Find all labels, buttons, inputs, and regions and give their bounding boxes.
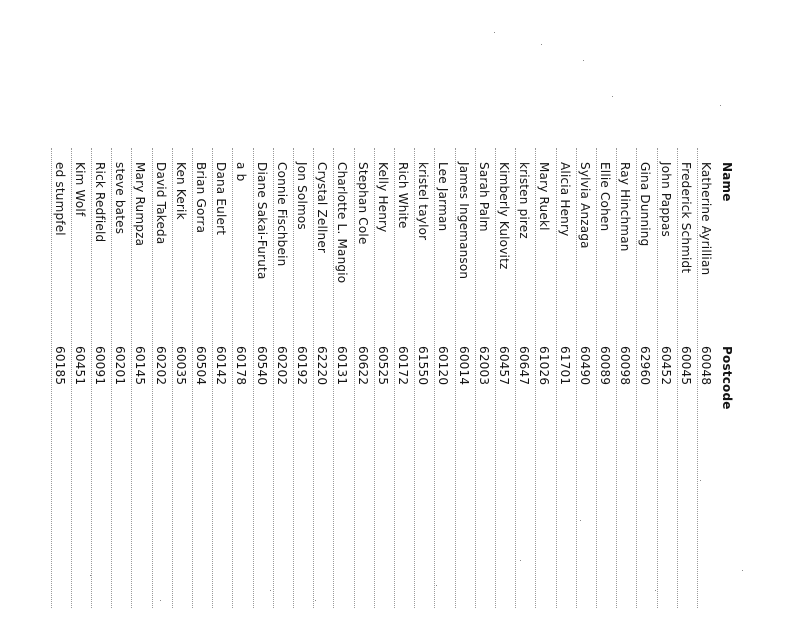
postcode-cell: 60525 xyxy=(375,346,390,386)
dotted-row-rule xyxy=(273,148,274,608)
postcode-cell: 60035 xyxy=(173,346,188,386)
postcode-column-header: Postcode xyxy=(720,346,734,410)
name-cell: Sarah Palm xyxy=(476,162,491,232)
postcode-cell: 60120 xyxy=(436,346,451,386)
table-row xyxy=(70,0,90,618)
name-cell: steve bates xyxy=(113,162,128,235)
postcode-cell: 60091 xyxy=(93,346,107,386)
name-cell: Mary Ruekl xyxy=(537,162,552,231)
scan-speck xyxy=(160,600,161,601)
table-row xyxy=(413,0,433,618)
table-header-row xyxy=(717,0,737,618)
table-row xyxy=(332,0,352,618)
name-cell: David Takeda xyxy=(153,162,168,245)
name-cell: Kim Wolf xyxy=(72,162,87,217)
dotted-row-rule xyxy=(657,148,658,608)
name-cell: John Pappas xyxy=(658,162,673,237)
name-cell: Frederick Schmidt xyxy=(678,162,693,274)
table-row xyxy=(393,0,413,618)
dotted-row-rule xyxy=(677,148,678,608)
dotted-row-rule xyxy=(556,148,557,608)
table-row xyxy=(151,0,171,618)
name-cell: Kelly Henry xyxy=(375,162,390,233)
scan-speck xyxy=(700,480,701,481)
table-row xyxy=(615,0,635,618)
table-row xyxy=(494,0,514,618)
name-cell: Rich White xyxy=(396,162,410,229)
table-row xyxy=(474,0,494,618)
postcode-cell: 60048 xyxy=(699,346,713,386)
postcode-cell: 60490 xyxy=(577,346,592,386)
name-cell: ed stumpfel xyxy=(52,162,67,236)
dotted-row-rule xyxy=(455,148,456,608)
name-cell: Brian Gorra xyxy=(194,162,208,234)
table-row xyxy=(231,0,251,618)
name-cell: Stephan Cole xyxy=(355,162,370,245)
name-cell: Rick Redfield xyxy=(93,162,107,243)
name-cell: Jon Solmos xyxy=(295,162,309,230)
table-row xyxy=(656,0,676,618)
postcode-cell: 60504 xyxy=(194,346,208,386)
name-cell: Diane Sakai-Furuta xyxy=(254,162,269,280)
postcode-cell: 61550 xyxy=(416,346,431,386)
scan-speck xyxy=(90,575,91,576)
scan-speck xyxy=(270,590,271,591)
scan-speck xyxy=(520,560,521,561)
postcode-cell: 61701 xyxy=(557,346,572,386)
dotted-row-rule xyxy=(192,148,193,608)
postcode-cell: 60647 xyxy=(517,346,532,386)
dotted-row-rule xyxy=(152,148,153,608)
name-cell: Kimberly Kulovitz xyxy=(497,162,511,270)
name-cell: Charlotte L. Mangio xyxy=(335,162,350,284)
name-cell: kristen pirez xyxy=(517,162,532,239)
table-row xyxy=(676,0,696,618)
dotted-row-rule xyxy=(394,148,395,608)
scan-speck xyxy=(720,105,721,106)
name-cell: Gina Dunning xyxy=(638,162,653,247)
dotted-row-rule xyxy=(596,148,597,608)
name-cell: Mary Rumpza xyxy=(133,162,148,247)
scan-speck xyxy=(541,44,542,45)
dotted-row-rule xyxy=(253,148,254,608)
dotted-row-rule xyxy=(293,148,294,608)
postcode-cell: 60452 xyxy=(658,346,673,386)
name-cell: Sylvia Anzaga xyxy=(577,162,592,249)
name-cell: Crystal Zellner xyxy=(315,162,330,254)
name-cell: James Ingemanson xyxy=(456,162,471,280)
scan-speck xyxy=(580,520,581,521)
name-cell: Katherine Ayrillian xyxy=(699,162,713,276)
postcode-cell: 62003 xyxy=(476,346,491,386)
postcode-cell: 60045 xyxy=(678,346,693,386)
scan-speck xyxy=(612,96,613,97)
table-row xyxy=(454,0,474,618)
postcode-cell: 60178 xyxy=(234,346,249,386)
table-row xyxy=(191,0,211,618)
dotted-row-rule xyxy=(91,148,92,608)
table-row xyxy=(635,0,655,618)
table-row xyxy=(171,0,191,618)
name-cell: Dana Eulert xyxy=(214,162,229,236)
name-cell: kristel taylor xyxy=(416,162,431,241)
table-row xyxy=(534,0,554,618)
postcode-cell: 60457 xyxy=(497,346,511,386)
dotted-row-rule xyxy=(697,148,698,608)
table-row xyxy=(252,0,272,618)
dotted-row-rule xyxy=(576,148,577,608)
postcode-cell: 60014 xyxy=(456,346,471,386)
dotted-row-rule xyxy=(51,148,52,608)
dotted-row-rule xyxy=(172,148,173,608)
table-row xyxy=(373,0,393,618)
postcode-cell: 60098 xyxy=(618,346,633,386)
table-row xyxy=(575,0,595,618)
table-row xyxy=(130,0,150,618)
scan-speck xyxy=(655,590,656,591)
table-row xyxy=(272,0,292,618)
postcode-cell: 60201 xyxy=(113,346,128,386)
postcode-cell: 60145 xyxy=(133,346,148,386)
name-cell: Lee Jarman xyxy=(436,162,451,232)
postcode-cell: 60142 xyxy=(214,346,229,386)
table-row xyxy=(292,0,312,618)
name-cell: Alicia Henry xyxy=(557,162,572,237)
scan-speck xyxy=(583,60,584,61)
dotted-row-rule xyxy=(71,148,72,608)
table-row xyxy=(514,0,534,618)
table-row xyxy=(50,0,70,618)
dotted-row-rule xyxy=(475,148,476,608)
table-row xyxy=(433,0,453,618)
postcode-cell: 60131 xyxy=(335,346,350,386)
table-row xyxy=(696,0,716,618)
postcode-cell: 61026 xyxy=(537,346,552,386)
name-cell: Ray Hinchman xyxy=(618,162,633,252)
scan-speck xyxy=(436,585,437,586)
name-cell: Ken Kerik xyxy=(173,162,188,220)
postcode-cell: 60185 xyxy=(52,346,67,386)
table-row xyxy=(595,0,615,618)
postcode-cell: 60172 xyxy=(396,346,410,386)
table-row xyxy=(353,0,373,618)
postcode-cell: 60202 xyxy=(153,346,168,386)
postcode-cell: 60192 xyxy=(295,346,309,386)
scan-speck xyxy=(742,570,743,571)
name-cell: Connie Fischbein xyxy=(274,162,289,267)
table-row xyxy=(312,0,332,618)
scan-speck xyxy=(494,32,495,33)
postcode-cell: 60202 xyxy=(274,346,289,386)
scan-speck xyxy=(315,600,316,601)
name-cell: Ellie Cohen xyxy=(598,162,612,232)
dotted-row-rule xyxy=(374,148,375,608)
postcode-cell: 60622 xyxy=(355,346,370,386)
postcode-cell: 60089 xyxy=(598,346,612,386)
postcode-cell: 62960 xyxy=(638,346,653,386)
postcode-cell: 60540 xyxy=(254,346,269,386)
dotted-row-rule xyxy=(495,148,496,608)
name-column-header: Name xyxy=(720,162,734,202)
postcode-cell: 60451 xyxy=(72,346,87,386)
postcode-cell: 62220 xyxy=(315,346,330,386)
dotted-row-rule xyxy=(354,148,355,608)
name-cell: a b xyxy=(234,162,249,182)
table-row xyxy=(555,0,575,618)
table-row xyxy=(90,0,110,618)
table-row xyxy=(110,0,130,618)
table-row xyxy=(211,0,231,618)
